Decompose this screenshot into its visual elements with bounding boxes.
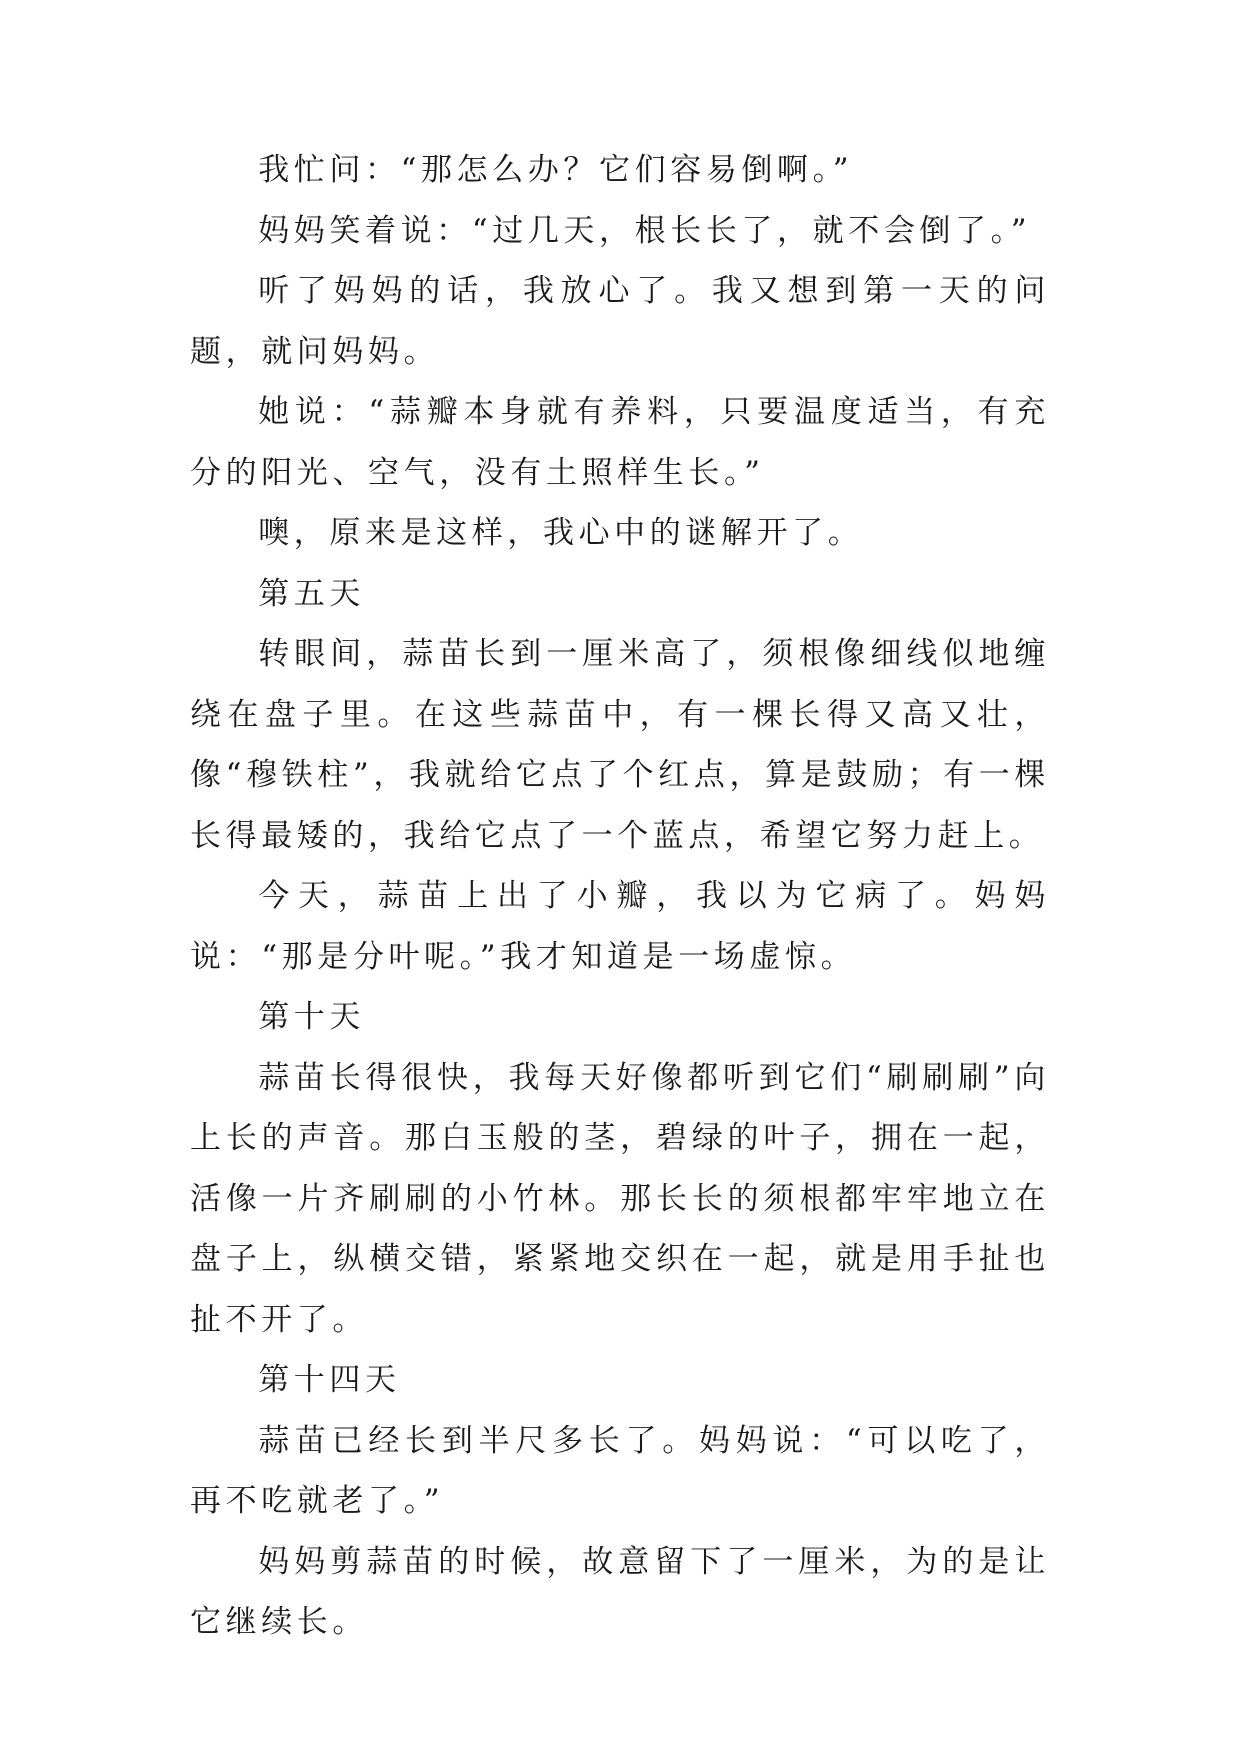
paragraph: 转眼间，蒜苗长到一厘米高了，须根像细线似地缠绕在盘子里。在这些蒜苗中，有一棵长得又高又壮，像“穆铁柱”，我就给它点了个红点，算是鼓励；有一棵长得最矮的，我给它点了一个蓝点，希望它努力赶上。 xyxy=(190,636,1050,854)
paragraph: 蒜苗长得很快，我每天好像都听到它们“刷刷刷”向上长的声音。那白玉般的茎，碧绿的叶子，拥在一起，活像一片齐刷刷的小竹林。那长长的须根都牢牢地立在盘子上，纵横交错，紧紧地交织在一起，就是用手扯也扯不开了。 xyxy=(190,1059,1050,1338)
paragraph: 我忙问：“那怎么办？它们容易倒啊。” xyxy=(258,152,854,188)
document-page xyxy=(190,140,1050,1653)
paragraph: 听了妈妈的话，我放心了。我又想到第一天的问题，就问妈妈。 xyxy=(190,273,1050,370)
section-heading-day-10: 第十天 xyxy=(258,999,365,1035)
section-heading-day-14: 第十四天 xyxy=(258,1362,401,1398)
section-heading-day-5: 第五天 xyxy=(258,575,365,612)
paragraph: 妈妈笑着说：“过几天，根长长了，就不会倒了。” xyxy=(258,212,1032,249)
paragraph: 今天，蒜苗上出了小瓣，我以为它病了。妈妈说：“那是分叶呢。”我才知道是一场虚惊。 xyxy=(190,878,1050,975)
paragraph: 蒜苗已经长到半尺多长了。妈妈说：“可以吃了，再不吃就老了。” xyxy=(190,1422,1050,1519)
paragraph: 妈妈剪蒜苗的时候，故意留下了一厘米，为的是让它继续长。 xyxy=(190,1543,1050,1640)
paragraph: 噢，原来是这样，我心中的谜解开了。 xyxy=(258,515,864,551)
paragraph: 她说：“蒜瓣本身就有养料，只要温度适当，有充分的阳光、空气，没有土照样生长。” xyxy=(190,394,1050,491)
